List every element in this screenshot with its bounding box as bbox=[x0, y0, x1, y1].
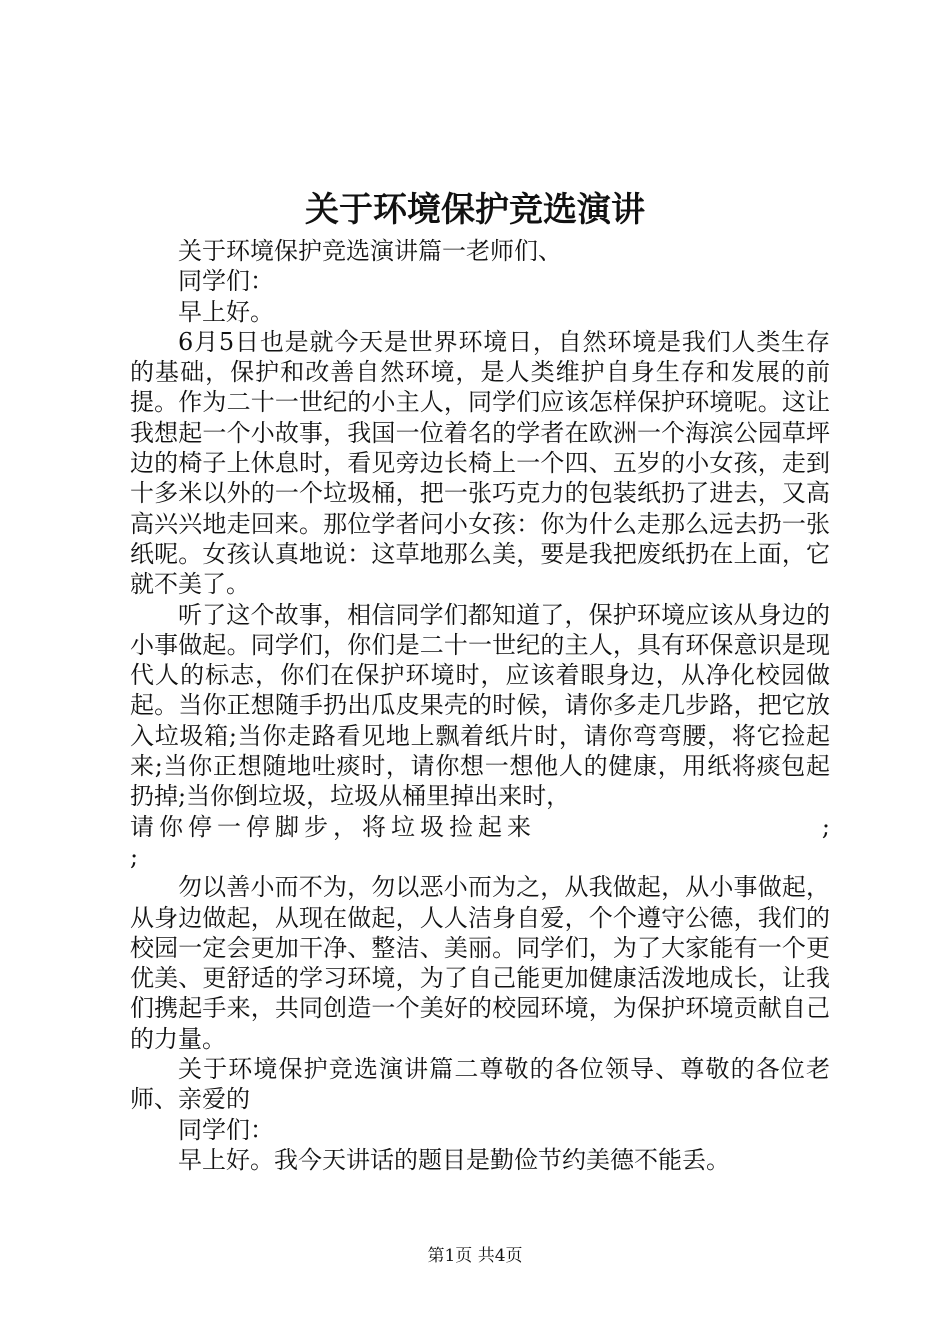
paragraph-story: 6月5日也是就今天是世界环境日，自然环境是我们人类生存的基础，保护和改善自然环境，是人类维护自身生存和发展的前提。作为二十一世纪的小主人，同学们应该怎样保护环境呢。这让我想起一个小故事，我国一位着名的学者在欧洲一个海滨公园草坪边的椅子上休息时，看见旁边长椅上一个四、五岁的小女孩，走到十多米以外的一个垃圾桶，把一张巧克力的包装纸扔了进去，又高高兴兴地走回来。那位学者问小女孩：你为什么走那么远去扔一张纸呢。女孩认真地说：这草地那么美，要是我把废纸扔在上面，它就不美了。 bbox=[130, 327, 830, 599]
paragraph-speech-two-intro: 关于环境保护竞选演讲篇二尊敬的各位领导、尊敬的各位老师、亲爱的 bbox=[130, 1055, 830, 1114]
paragraph-call-to-action: 勿以善小而不为，勿以恶小而为之，从我做起，从小事做起，从身边做起，从现在做起，人人洁身自爱，个个遵守公德，我们的校园一定会更加干净、整洁、美丽。同学们，为了大家能有一个更优美、更舒适的学习环境，为了自己能更加健康活泼地成长，让我们携起手来，共同创造一个美好的校园环境，为保护环境贡献自己的力量。 bbox=[130, 873, 830, 1053]
paragraph-semicolon: ; bbox=[130, 842, 139, 871]
spread-line bbox=[130, 812, 830, 842]
paragraph-intro: 关于环境保护竞选演讲篇一老师们、 bbox=[178, 237, 562, 265]
spread-line-semicolon: ; bbox=[821, 812, 830, 841]
paragraph-greeting-address: 同学们： bbox=[178, 267, 274, 296]
document-title: 关于环境保护竞选演讲 bbox=[305, 190, 645, 230]
paragraph-good-morning: 早上好。 bbox=[178, 297, 274, 326]
spread-line-text: 请你停一停脚步，将垃圾捡起来 bbox=[130, 812, 536, 841]
paragraph-topic: 早上好。我今天讲话的题目是勤俭节约美德不能丢。 bbox=[178, 1145, 730, 1174]
paragraph-greeting-address-two: 同学们： bbox=[178, 1115, 274, 1144]
document-body bbox=[130, 236, 830, 1175]
page-footer: 第1页 共4页 bbox=[427, 1246, 523, 1266]
paragraph-small-things: 听了这个故事，相信同学们都知道了，保护环境应该从身边的小事做起。同学们，你们是二十一世纪的主人，具有环保意识是现代人的标志，你们在保护环境时，应该着眼身边，从净化校园做起。当你正想随手扔出瓜皮果壳的时候，请你多走几步路，把它放入垃圾箱;当你走路看见地上飘着纸片时，请你弯弯腰，将它捡起来;当你正想随地吐痰时，请你想一想他人的健康，用纸将痰包起扔掉;当你倒垃圾，垃圾从桶里掉出来时， bbox=[130, 600, 830, 811]
